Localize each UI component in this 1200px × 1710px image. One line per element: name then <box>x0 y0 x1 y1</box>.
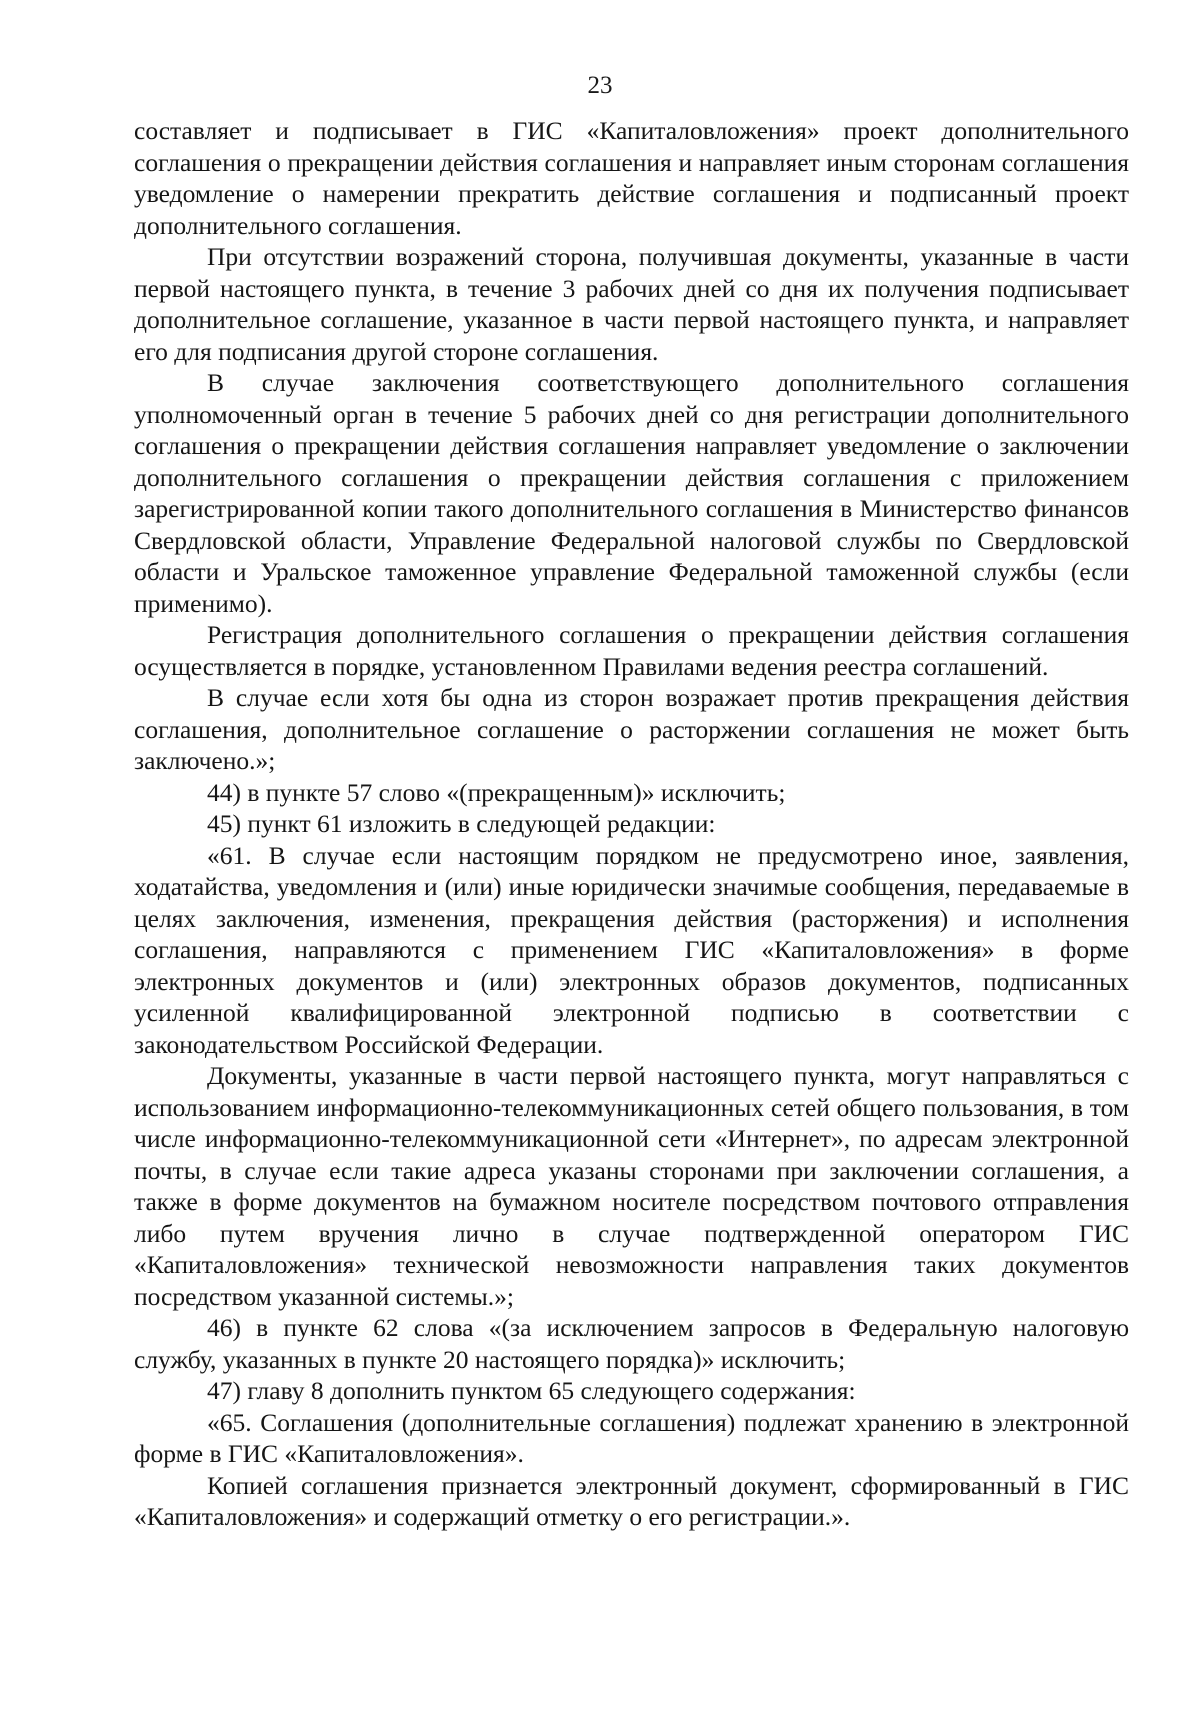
paragraph-continuation: составляет и подписывает в ГИС «Капиталовложения» проект дополнительного соглашения о прекращении действия соглашения и направляет иным сторонам соглашения уведомление о намерении прекратить действие соглашения и подписанный проект дополнительного соглашения. <box>134 116 1129 240</box>
paragraph-documents-sending: Документы, указанные в части первой настоящего пункта, могут направляться с использованием информационно-телекоммуникационных сетей общего пользования, в том числе информационно-телекоммуникационной сети «Интернет», по адресам электронной почты, в случае если такие адреса указаны сторонами при заключении соглашения, а также в форме документов на бумажном носителе посредством почтового отправления либо путем вручения лично в случае подтвержденной оператором ГИС «Капиталовложения» технической невозможности направления таких документов посредством указанной системы.»; <box>134 1061 1129 1311</box>
paragraph-registration: Регистрация дополнительного соглашения о прекращении действия соглашения осуществляется в порядке, установленном Правилами ведения реестра соглашений. <box>134 620 1129 681</box>
paragraph-item-45: 45) пункт 61 изложить в следующей редакции: <box>207 809 716 838</box>
paragraph-copy-definition: Копией соглашения признается электронный документ, сформированный в ГИС «Капиталовложения» и содержащий отметку о его регистрации.». <box>134 1470 1129 1531</box>
paragraph-notification: В случае заключения соответствующего дополнительного соглашения уполномоченный орган в течение 5 рабочих дней со дня регистрации дополнительного соглашения о прекращении действия соглашения направляет уведомление о заключении дополнительного соглашения о прекращении действия соглашения с приложением зарегистрированной копии такого дополнительного соглашения в Министерство финансов Свердловской области, Управление Федеральной налоговой службы по Свердловской области и Уральское таможенное управление Федеральной таможенной службы (если применимо). <box>134 368 1129 618</box>
paragraph-no-objections: При отсутствии возражений сторона, получившая документы, указанные в части первой настоящего пункта, в течение 3 рабочих дней со дня их получения подписывает дополнительное соглашение, указанное в части первой настоящего пункта, и направляет его для подписания другой стороне соглашения. <box>134 242 1129 366</box>
document-body <box>134 115 1129 1533</box>
paragraph-item-47: 47) главу 8 дополнить пунктом 65 следующего содержания: <box>207 1376 856 1405</box>
paragraph-item-46: 46) в пункте 62 слова «(за исключением запросов в Федеральную налоговую службу, указанных в пункте 20 настоящего порядка)» исключить; <box>134 1313 1129 1374</box>
paragraph-item-44: 44) в пункте 57 слово «(прекращенным)» исключить; <box>207 777 786 807</box>
paragraph-point-61: «61. В случае если настоящим порядком не предусмотрено иное, заявления, ходатайства, уведомления и (или) иные юридически значимые сообщения, передаваемые в целях заключения, изменения, прекращения действия (расторжения) и исполнения соглашения, направляются с применением ГИС «Капиталовложения» в форме электронных документов и (или) электронных образов документов, подписанных усиленной квалифицированной электронной подписью в соответствии с законодательством Российской Федерации. <box>134 840 1129 1059</box>
paragraph-objection: В случае если хотя бы одна из сторон возражает против прекращения действия соглашения, дополнительное соглашение о расторжении соглашения не может быть заключено.»; <box>134 683 1129 775</box>
page-number: 23 <box>587 72 613 99</box>
paragraph-point-65: «65. Соглашения (дополнительные соглашения) подлежат хранению в электронной форме в ГИС «Капиталовложения». <box>134 1407 1129 1468</box>
